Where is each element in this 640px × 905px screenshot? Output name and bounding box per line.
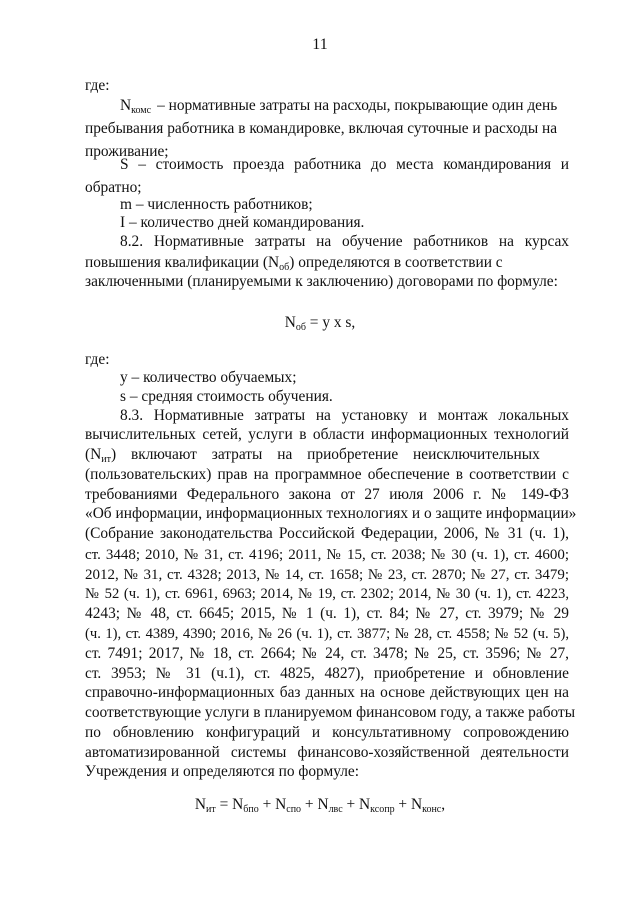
text-line: обратно;	[85, 179, 142, 196]
text-line: s – средняя стоимость обучения.	[120, 388, 333, 405]
formula-n-ob: $N_{об} = y$ x s,	[284, 314, 356, 333]
text-line: проживание;	[85, 143, 169, 160]
text-line: ст. 7491; 2017, № 18, ст. 2664; № 24, ст. 3478; № 25, ст. 3596; № 27,	[85, 645, 569, 662]
text-line: по обновлению конфигураций и консультативному сопровождению	[85, 724, 569, 741]
text-line: требованиями Федерального закона от 27 июля 2006 г. № 149-ФЗ	[85, 486, 569, 503]
page-number: 11	[312, 36, 328, 53]
text-line: «Об информации, информационных технологиях и о защите информации»	[85, 505, 577, 522]
text-line: 8.3. Нормативные затраты на установку и монтаж локальных	[120, 407, 569, 424]
text-line: 4243; № 48, ст. 6645; 2015, № 1 (ч. 1), ст. 84; № 27, ст. 3979; № 29	[85, 605, 569, 622]
where-label-2: где:	[85, 351, 110, 368]
text-line: m – численность работников;	[120, 196, 313, 213]
text-line: 8.2. Нормативные затраты на обучение работников на курсах	[120, 233, 569, 250]
text-span: повышения квалификации $(N_{об})$ определяются в соответствии с	[85, 254, 503, 273]
text-line: соответствующие услуги в планируемом финансовом году, а также работы	[85, 704, 576, 721]
text-line: автоматизированной системы финансово-хозяйственной деятельности	[85, 744, 569, 761]
text-line	[120, 96, 569, 116]
text-line: S – стоимость проезда работника до места командирования и	[120, 156, 569, 173]
text-line: ст. 3448; 2010, № 31, ст. 4196; 2011, № 15, ст. 2038; № 30 (ч. 1), ст. 4600;	[85, 547, 569, 563]
text-line: № 52 (ч. 1), ст. 6961, 6963; 2014, № 19, ст. 2302; 2014, № 30 (ч. 1), ст. 4223,	[85, 586, 569, 602]
text-line: (ч. 1), ст. 4389, 4390; 2016, № 26 (ч. 1), ст. 3877; № 28, ст. 4558; № 52 (ч. 5),	[85, 626, 569, 642]
text-line: 2012, № 31, ст. 4328; 2013, № 14, ст. 1658; № 23, ст. 2870; № 27, ст. 3479;	[85, 567, 569, 583]
text-line: I – количество дней командирования.	[120, 214, 365, 231]
formula-n-it: $N_{ит} = N_{бпо} + N_{спо} + N_{лвс} + N_{ксопр} + N_{конс}$,	[194, 796, 446, 815]
n-komc-symbol: $N_{комс}$	[120, 97, 152, 116]
where-label-1: где:	[85, 77, 110, 94]
text-line: Учреждения и определяются по формуле:	[85, 763, 360, 780]
text-span: – нормативные затраты на расходы, покрывающие один день	[157, 97, 558, 114]
text-line	[85, 253, 569, 273]
text-line: $(N_{ит})$ включают затраты на приобретение неисключительных	[85, 446, 540, 465]
text-line: справочно-информационных баз данных на основе действующих цен на	[85, 684, 569, 701]
text-line: ст. 3953; № 31 (ч.1), ст. 4825, 4827), приобретение и обновление	[85, 665, 569, 682]
text-line: пребывания работника в командировке, включая суточные и расходы на	[85, 120, 558, 137]
text-line: (пользовательских) прав на программное обеспечение в соответствии с	[85, 466, 569, 483]
text-line: вычислительных сетей, услуги в области информационных технологий	[85, 426, 569, 443]
text-line: заключенными (планируемыми к заключению) договорами по формуле:	[85, 273, 558, 290]
text-line: y – количество обучаемых;	[120, 369, 297, 386]
text-line: (Собрание законодательства Российской Федерации, 2006, № 31 (ч. 1),	[85, 525, 569, 542]
